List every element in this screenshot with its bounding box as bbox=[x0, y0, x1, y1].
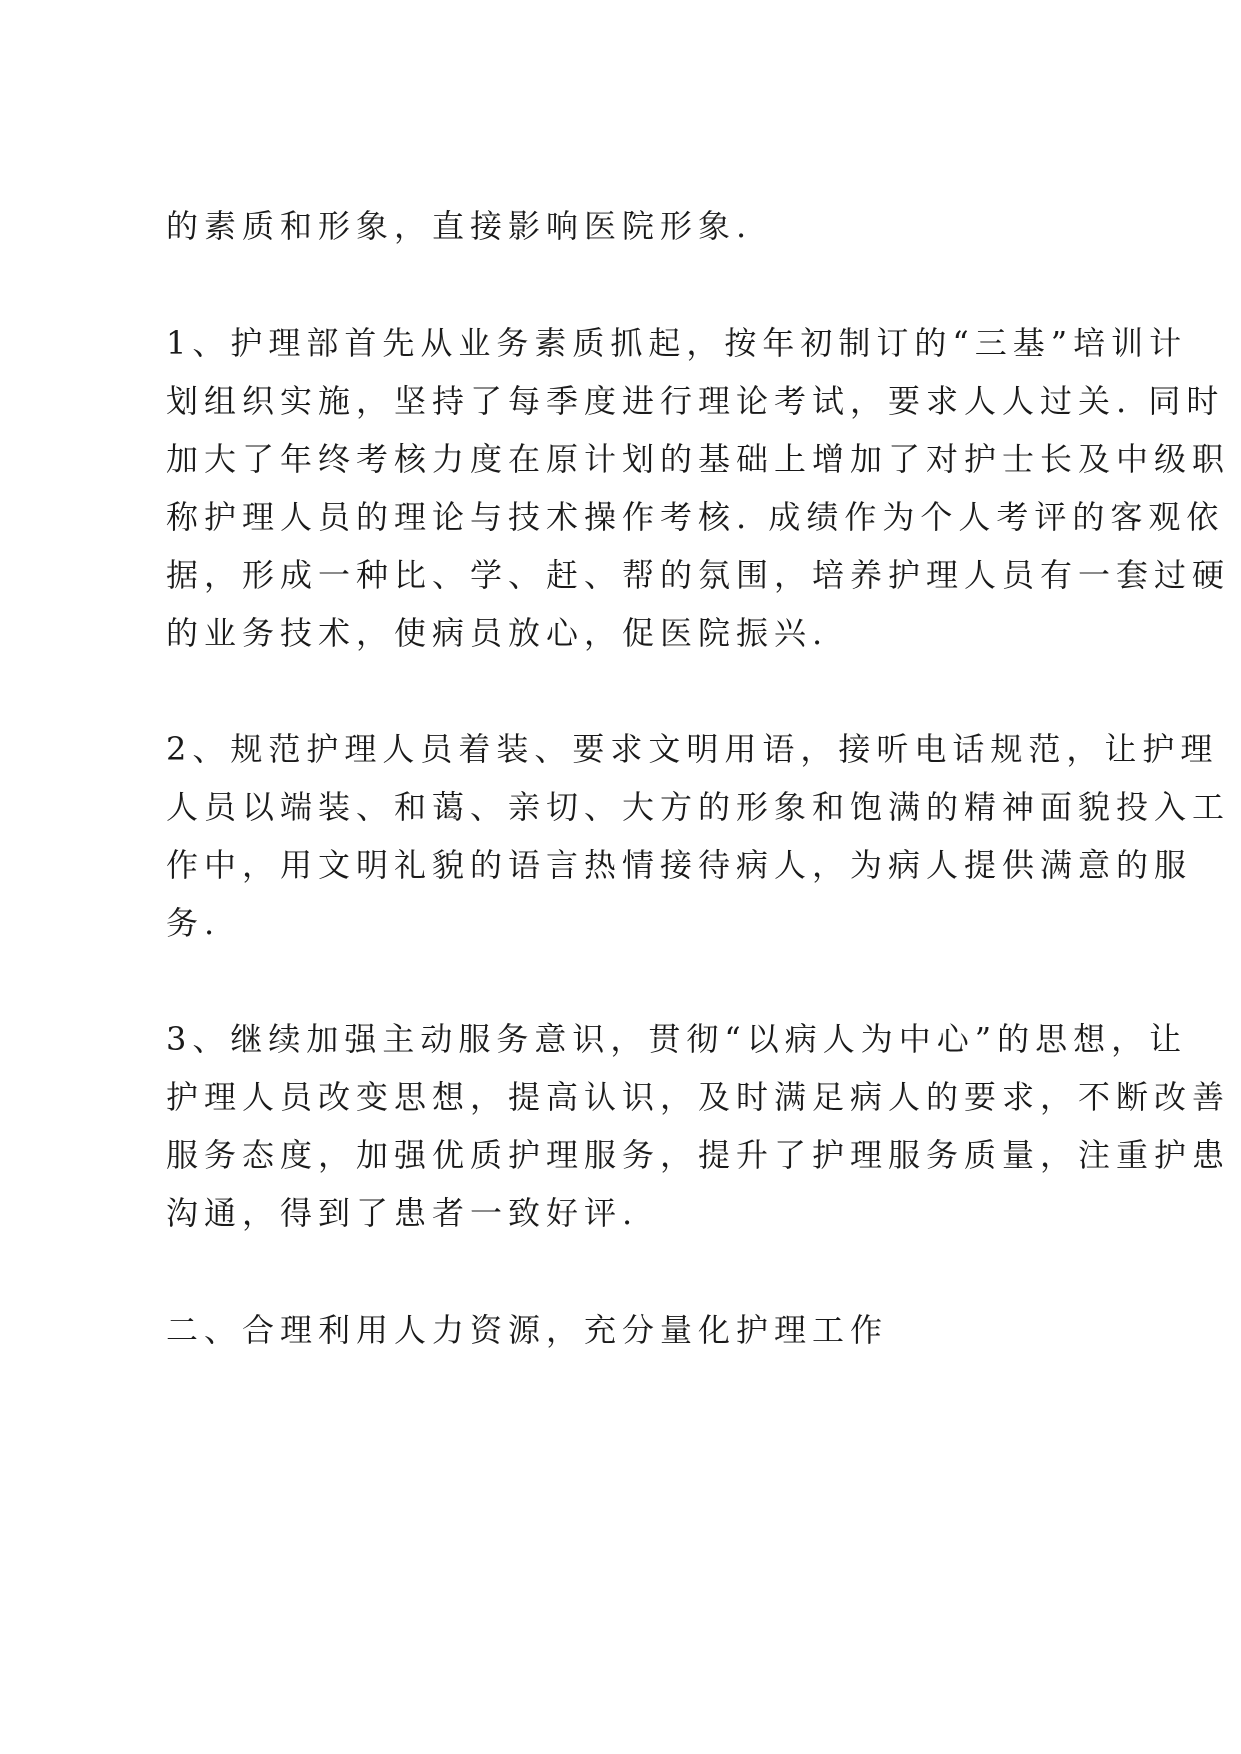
text-line: 1、护理部首先从业务素质抓起，按年初制订的“三基”培训计 bbox=[166, 324, 1188, 362]
text-line: 的业务技术，使病员放心，促医院振兴. bbox=[166, 614, 829, 652]
text-line: 务. bbox=[166, 904, 221, 942]
text-line: 称护理人员的理论与技术操作考核. 成绩作为个人考评的客观依 bbox=[166, 498, 1225, 536]
text-line: 3、继续加强主动服务意识，贯彻“以病人为中心”的思想，让 bbox=[166, 1020, 1188, 1058]
text-line: 的素质和形象，直接影响医院形象. bbox=[166, 207, 753, 245]
text-line: 作中，用文明礼貌的语言热情接待病人，为病人提供满意的服 bbox=[166, 846, 1193, 884]
text-line: 人员以端装、和蔼、亲切、大方的形象和饱满的精神面貌投入工 bbox=[166, 788, 1231, 826]
section-heading: 二、合理利用人力资源，充分量化护理工作 bbox=[166, 1311, 889, 1349]
text-line: 据，形成一种比、学、赶、帮的氛围，培养护理人员有一套过硬 bbox=[166, 556, 1231, 594]
text-line: 服务态度，加强优质护理服务，提升了护理服务质量，注重护患 bbox=[166, 1136, 1231, 1174]
text-line: 加大了年终考核力度在原计划的基础上增加了对护士长及中级职 bbox=[166, 440, 1231, 478]
text-line: 划组织实施，坚持了每季度进行理论考试，要求人人过关. 同时 bbox=[166, 382, 1225, 420]
text-line: 2、规范护理人员着装、要求文明用语，接听电话规范，让护理 bbox=[166, 730, 1219, 768]
text-line: 沟通，得到了患者一致好评. bbox=[166, 1194, 639, 1232]
text-line: 护理人员改变思想，提高认识，及时满足病人的要求，不断改善 bbox=[166, 1078, 1231, 1116]
